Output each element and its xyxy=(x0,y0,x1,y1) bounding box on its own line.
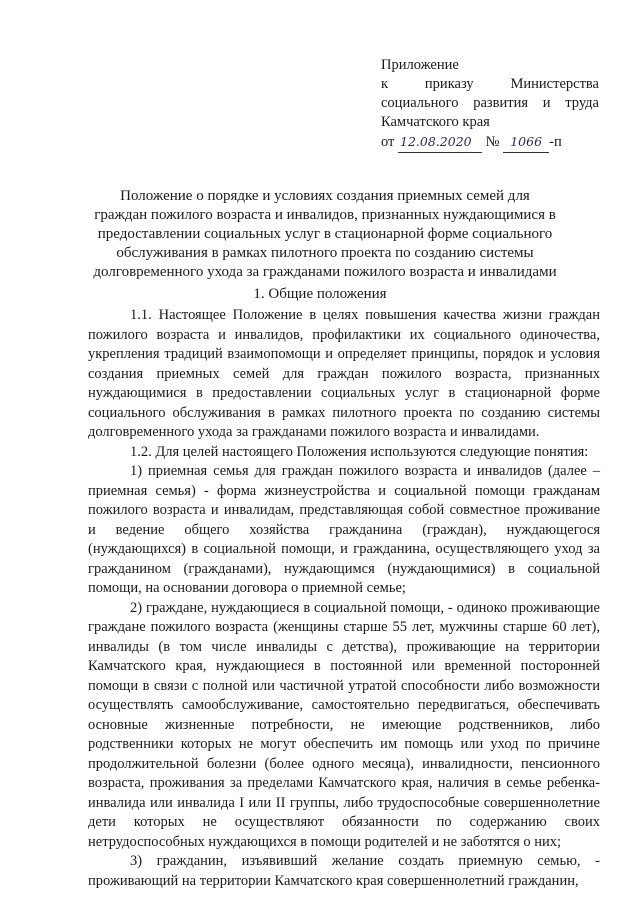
order-date-field xyxy=(398,132,482,153)
order-date-handwritten: 12.08.2020 xyxy=(400,134,472,149)
appendix-date-number-line xyxy=(381,132,599,153)
order-number-field xyxy=(503,132,549,153)
document-body xyxy=(88,306,600,891)
appendix-block xyxy=(381,56,599,153)
from-label: от xyxy=(381,134,395,150)
order-number-suffix: -п xyxy=(549,134,562,150)
appendix-ministry-line: социального развития и труда xyxy=(381,95,599,111)
appendix-order-line: к приказу Министерства xyxy=(381,76,599,92)
section-heading: 1. Общие положения xyxy=(253,286,387,302)
number-label: № xyxy=(485,134,500,150)
definition-3: 3) гражданин, изъявивший желание создать приемную семью, - проживающий на территории Камчатского края совершеннолетний гражданин, xyxy=(88,853,600,889)
appendix-region-line: Камчатского края xyxy=(381,114,490,130)
paragraph-1-1: 1.1. Настоящее Положение в целях повышения качества жизни граждан пожилого возраста и инвалидов, профилактики их социального одиночества, укрепления традиций взаимопомощи и определяет принципы, порядок и условия создания приемных семей для граждан пожилого возраста, признанных нуждающимися в предоставлении социальных услуг в стационарной форме социального обслуживания в рамках пилотного проекта по созданию системы долговременного ухода за гражданами пожилого возраста и инвалидами. xyxy=(88,307,600,440)
paragraph-1-2: 1.2. Для целей настоящего Положения используются следующие понятия: xyxy=(130,443,589,460)
document-title: Положение о порядке и условиях создания приемных семей для граждан пожилого возраста и инвалидов, признанных нуждающимися в предоставлении социальных услуг в стационарной форме социального обслуживания в рамках пилотного проекта по созданию системы долговременного ухода за гражданами пожилого возраста и инвалидами xyxy=(93,188,557,280)
appendix-label: Приложение xyxy=(381,57,459,73)
order-number-handwritten: 1066 xyxy=(510,134,543,149)
definition-1: 1) приемная семья для граждан пожилого возраста и инвалидов (далее – приемная семья) - форма жизнеустройства и социальной помощи гражданам пожилого возраста и инвалидам, представляющая собой совместное проживание и ведение общего хозяйства гражданина (граждан), нуждающегося (нуждающихся) в социальной помощи, и гражданина, осуществляющего уход за гражданином (гражданами), нуждающимся (нуждающимися) в социальной помощи, на основании договора о приемной семье; xyxy=(88,463,600,596)
definition-2: 2) граждане, нуждающиеся в социальной помощи, - одиноко проживающие граждане пожилого возраста (женщины старше 55 лет, мужчины старше 60 лет), инвалиды (в том числе инвалиды с детства), проживающие на территории Камчатского края, нуждающиеся в постоянной или временной посторонней помощи в связи с полной или частичной утратой способности либо возможности осуществлять самообслуживание, самостоятельно передвигаться, обеспечивать основные жизненные потребности, не имеющие родственников, либо родственники которых не могут обеспечить им помощь или уход по причине продолжительной болезни (более одного месяца), инвалидности, пенсионного возраста, проживания за пределами Камчатского края, наличия в семье ребенка-инвалида или инвалида I или II группы, либо трудоспособные совершеннолетние дети которых не осуществляют обязанности по содержанию своих нетрудоспособных нуждающихся в помощи родителей и не заботятся о них; xyxy=(88,599,600,850)
